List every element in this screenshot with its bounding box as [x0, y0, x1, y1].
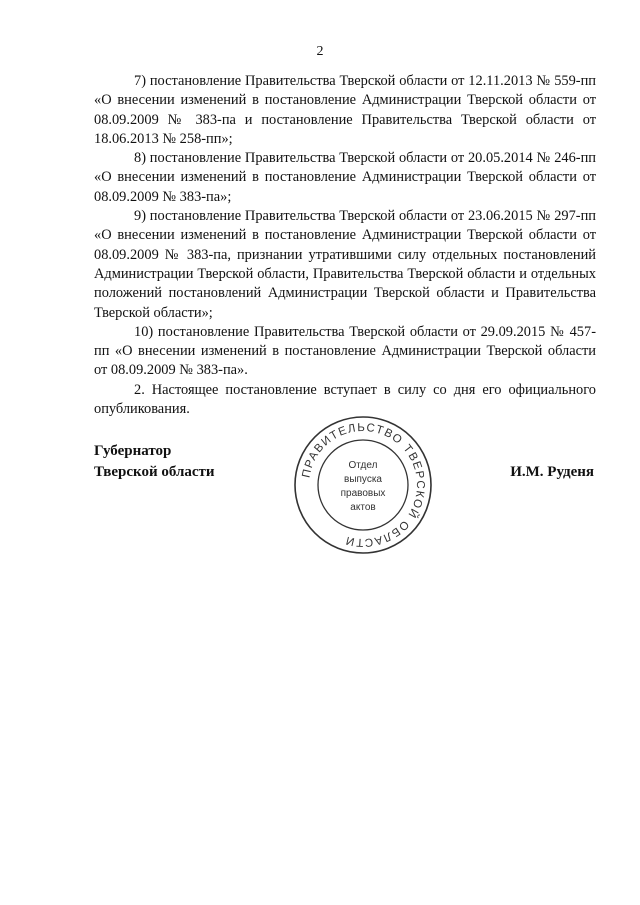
paragraph-effective-date: 2. Настоящее постановление вступает в силу со дня его официального опубликования.: [94, 381, 596, 418]
stamp-inner-ring: [318, 440, 408, 530]
paragraph-item-7: 7) постановление Правительства Тверской области от 12.11.2013 № 559-пп «О внесении изменений в постановление Администрации Тверской области от 08.09.2009 № 383-па и постановление Правительства Тверской области от 18.06.2013 № 258-пп»;: [94, 73, 596, 147]
signer-name: И.М. Руденя: [510, 464, 594, 480]
paragraph-item-8: 8) постановление Правительства Тверской области от 20.05.2014 № 246-пп «О внесении изменений в постановление Администрации Тверской области от 08.09.2009 № 383-па»;: [94, 150, 596, 205]
stamp-ring-text: ПРАВИТЕЛЬСТВО ТВЕРСКОЙ ОБЛАСТИ: [300, 421, 427, 549]
signer-title-line-1: Губернатор: [94, 443, 172, 459]
stamp-line-1: Отдел: [348, 460, 378, 471]
paragraph-item-10: 10) постановление Правительства Тверской области от 29.09.2015 № 457-пп «О внесении изменений в постановление Администрации Тверской области от 08.09.2009 № 383-па».: [94, 323, 596, 379]
stamp-outer-ring: [295, 417, 431, 553]
stamp-line-4: актов: [350, 502, 376, 513]
stamp-seal-icon: [290, 412, 436, 558]
stamp-line-2: выпуска: [344, 474, 382, 485]
page-number: 2: [316, 44, 324, 59]
signer-title-line-2: Тверской области: [94, 464, 215, 480]
paragraph-item-9: 9) постановление Правительства Тверской области от 23.06.2015 № 297-пп «О внесении изменений в постановление Администрации Тверской области от 08.09.2009 № 383-па, признании утратившими силу отдельных постановлений Администрации Тверской области, Правительства Тверской области и отдельных положений постановлений Администрации Тверской области и Правительства Тверской области»;: [94, 208, 596, 321]
signer-title: [94, 441, 215, 483]
document-body: [94, 72, 596, 419]
stamp-line-3: правовых: [340, 488, 386, 499]
official-stamp: [290, 412, 436, 558]
